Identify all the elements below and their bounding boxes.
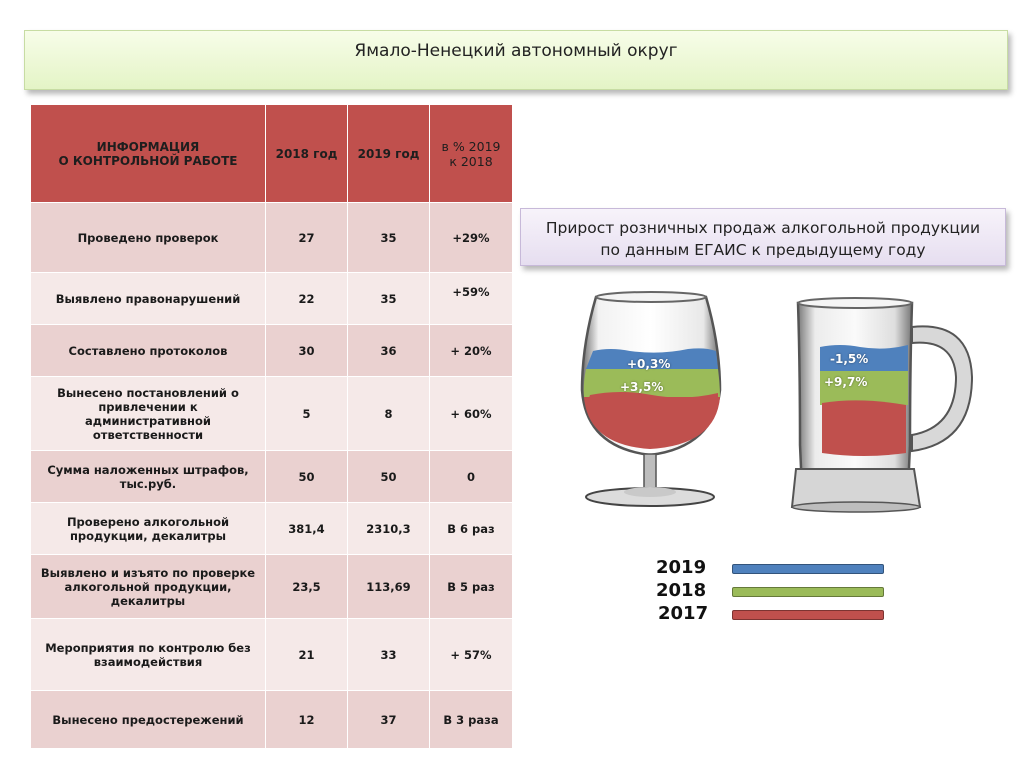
row-percent: В 6 раз [430, 503, 513, 555]
header-percent-line1: в % 2019 [441, 138, 501, 154]
row-label: Выявлено правонарушений [31, 273, 266, 325]
table-row [31, 503, 513, 555]
row-percent: +59% [430, 273, 513, 325]
page-title: Ямало-Ненецкий автономный округ [354, 41, 678, 61]
sales-growth-title-line1: Прирост розничных продаж алкогольной продукции [545, 219, 981, 237]
row-value-2018: 21 [266, 619, 348, 691]
header-percent [430, 105, 513, 203]
row-value-2018: 381,4 [266, 503, 348, 555]
table-row [31, 325, 513, 377]
header-2019: 2019 год [348, 105, 430, 203]
table-row [31, 691, 513, 749]
table-header-row [31, 105, 513, 203]
row-label: Выявлено и изъято по проверке алкогольной продукции, декалитры [31, 555, 266, 619]
row-value-2018: 12 [266, 691, 348, 749]
glass-label-2019: +0,3% [627, 357, 671, 371]
row-value-2019: 2310,3 [348, 503, 430, 555]
row-label: Составлено протоколов [31, 325, 266, 377]
glasses-illustration [560, 285, 990, 525]
legend-year-2018: 2018 [656, 580, 707, 601]
row-percent: +29% [430, 203, 513, 273]
row-label: Мероприятия по контролю без взаимодействия [31, 619, 266, 691]
legend-bar-2018 [732, 587, 884, 597]
row-percent: В 3 раза [430, 691, 513, 749]
table-row [31, 619, 513, 691]
mug-label-2018: +9,7% [824, 375, 868, 389]
sales-growth-title-line2: по данным ЕГАИС к предыдущему году [600, 241, 926, 259]
row-value-2019: 8 [348, 377, 430, 451]
row-value-2019: 33 [348, 619, 430, 691]
table-row [31, 273, 513, 325]
row-percent: В 5 раз [430, 555, 513, 619]
mug-label-2019: -1,5% [830, 352, 869, 366]
row-value-2019: 35 [348, 273, 430, 325]
row-value-2018: 27 [266, 203, 348, 273]
brandy-glass-icon [582, 292, 720, 506]
row-value-2019: 35 [348, 203, 430, 273]
header-info-line2: О КОНТРОЛЬНОЙ РАБОТЕ [58, 153, 238, 168]
table-row [31, 555, 513, 619]
glass-label-2018: +3,5% [620, 380, 664, 394]
legend-bar-2017 [732, 610, 884, 620]
row-label: Вынесено постановлений о привлечении к административной ответственности [31, 377, 266, 451]
legend-year-2017: 2017 [658, 603, 709, 624]
header-percent-line2: к 2018 [449, 153, 493, 169]
legend-year-2019: 2019 [656, 557, 707, 578]
control-work-table [30, 104, 513, 749]
header-info-line1: ИНФОРМАЦИЯ [96, 139, 200, 154]
row-value-2018: 30 [266, 325, 348, 377]
table-row [31, 203, 513, 273]
table-row [31, 451, 513, 503]
header-2018: 2018 год [266, 105, 348, 203]
header-info [31, 105, 266, 203]
row-label: Проверено алкогольной продукции, декалитры [31, 503, 266, 555]
row-value-2019: 37 [348, 691, 430, 749]
sales-growth-title-box [520, 208, 1006, 266]
row-percent: + 57% [430, 619, 513, 691]
row-value-2018: 23,5 [266, 555, 348, 619]
row-value-2018: 5 [266, 377, 348, 451]
beer-mug-icon [792, 298, 972, 512]
row-percent: + 60% [430, 377, 513, 451]
table-row [31, 377, 513, 451]
row-value-2019: 113,69 [348, 555, 430, 619]
row-value-2018: 50 [266, 451, 348, 503]
row-value-2018: 22 [266, 273, 348, 325]
title-banner [24, 30, 1008, 90]
row-percent: 0 [430, 451, 513, 503]
row-label: Проведено проверок [31, 203, 266, 273]
row-percent: + 20% [430, 325, 513, 377]
row-value-2019: 36 [348, 325, 430, 377]
row-label: Сумма наложенных штрафов, тыс.руб. [31, 451, 266, 503]
legend-bar-2019 [732, 564, 884, 574]
row-value-2019: 50 [348, 451, 430, 503]
row-label: Вынесено предостережений [31, 691, 266, 749]
